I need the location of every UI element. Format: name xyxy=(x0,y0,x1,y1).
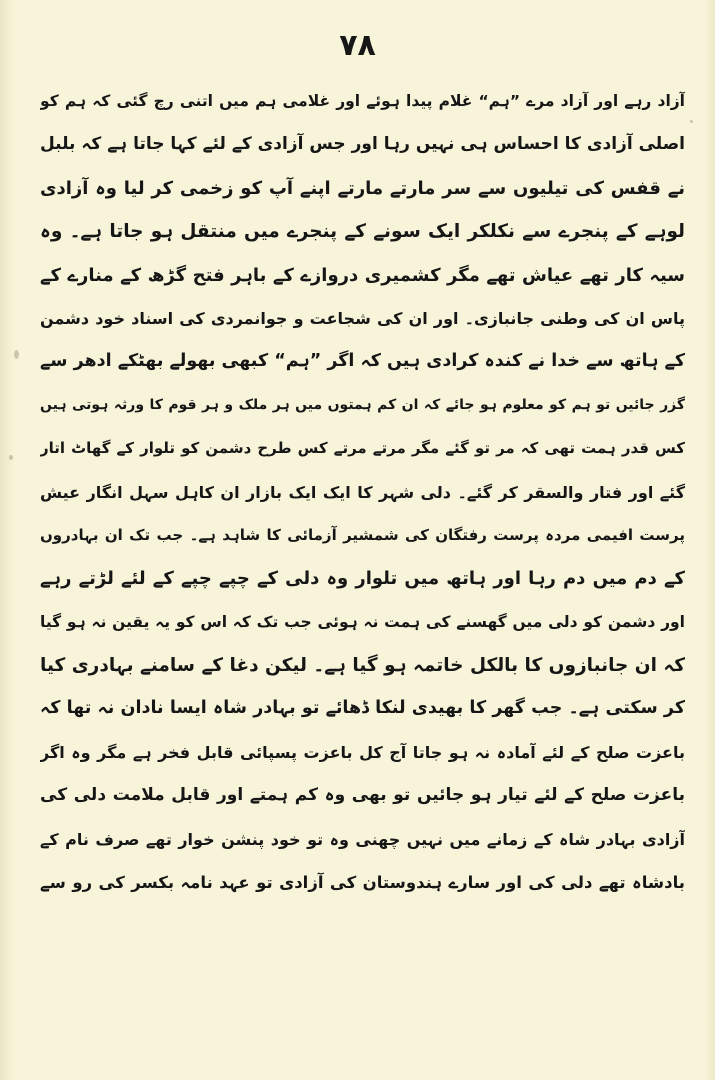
paper-speck xyxy=(14,350,19,359)
text-line: آزادی بہادر شاہ کے زمانے میں نہیں چھنی وہ تو خود پنشن خوار تھے صرف نام کے xyxy=(40,829,685,849)
text-line: آزاد رہے اور آزاد مرے ”ہم“ غلام پیدا ہوئے اور غلامی ہم میں اتنی رچ گئی کہ ہم کو xyxy=(40,92,685,110)
text-line: کے دم میں دم رہا اور ہاتھ میں تلوار وہ دلی کے چپے چپے کے لئے لڑتے رہے xyxy=(40,568,685,590)
paper-speck xyxy=(690,120,693,123)
text-line: پرست افیمی مردہ پرست رفتگان کی شمشیر آزمائی کا شاہد ہے۔ جب تک ان بہادروں xyxy=(40,525,685,544)
text-line: سیہ کار تھے عیاش تھے مگر کشمیری دروازے کے باہر فتح گڑھ کے منارے کے xyxy=(40,264,685,286)
text-line: کر سکتی ہے۔ جب گھر کا بھیدی لنکا ڈھائے تو بہادر شاہ ایسا نادان نہ تھا کہ xyxy=(40,698,685,719)
text-line: نے قفس کی تیلیوں سے سر مارتے مارتے اپنے آپ کو زخمی کر لیا وہ آزادی xyxy=(40,177,685,199)
paper-speck xyxy=(9,455,13,460)
page-number: ۷۸ xyxy=(339,28,376,63)
body-text xyxy=(40,80,685,904)
text-line: اصلی آزادی کا احساس ہی نہیں رہا اور جس آزادی کے لئے کہا جاتا ہے کہ بلبل xyxy=(40,134,685,155)
text-line: پاس ان کی وطنی جانبازی۔ اور ان کی شجاعت و جوانمردی کی اسناد خود دشمن xyxy=(40,308,685,328)
text-line: باعزت صلح کے لئے تیار ہو جائیں تو بھی وہ کم ہمتے اور قابل ملامت دلی کی xyxy=(40,785,685,806)
text-line: گزر جائیں تو ہم کو معلوم ہو جائے کہ ان کم ہمتوں میں ہر ملک و ہر قوم کا ورثہ ہوتی ہیں xyxy=(40,396,685,413)
text-line: کس قدر ہمت تھی کہ مر تو گئے مگر مرتے مرتے کس طرح دشمن کو تلوار کے گھاٹ اتار xyxy=(40,439,685,458)
text-line: لوہے کے پنجرے سے نکلکر ایک سونے کے پنجرے میں منتقل ہو جاتا ہے۔ وہ xyxy=(40,221,685,243)
text-line: گئے اور فتار والسقر کر گئے۔ دلی شہر کا ایک ایک بازار ان کاہل سہل انگار عیش xyxy=(40,482,685,502)
text-line: بادشاہ تھے دلی کی اور سارے ہندوستان کی آزادی تو عہد نامہ بکسر کی رو سے xyxy=(40,873,685,893)
text-line: کے ہاتھ سے خدا نے کندہ کرادی ہیں کہ اگر ”ہم“ کبھی بھولے بھٹکے ادھر سے xyxy=(40,351,685,372)
text-line: کہ ان جانبازوں کا بالکل خاتمہ ہو گیا ہے۔ لیکن دغا کے سامنے بہادری کیا xyxy=(40,655,685,677)
text-line: باعزت صلح کے لئے آمادہ نہ ہو جاتا آج کل باعزت پسپائی قابل فخر ہے مگر وہ اگر xyxy=(40,742,685,762)
text-line: اور دشمن کو دلی میں گھسنے کی ہمت نہ ہوئی جب تک کہ اس کو یہ یقین نہ ہو گیا xyxy=(40,612,685,631)
